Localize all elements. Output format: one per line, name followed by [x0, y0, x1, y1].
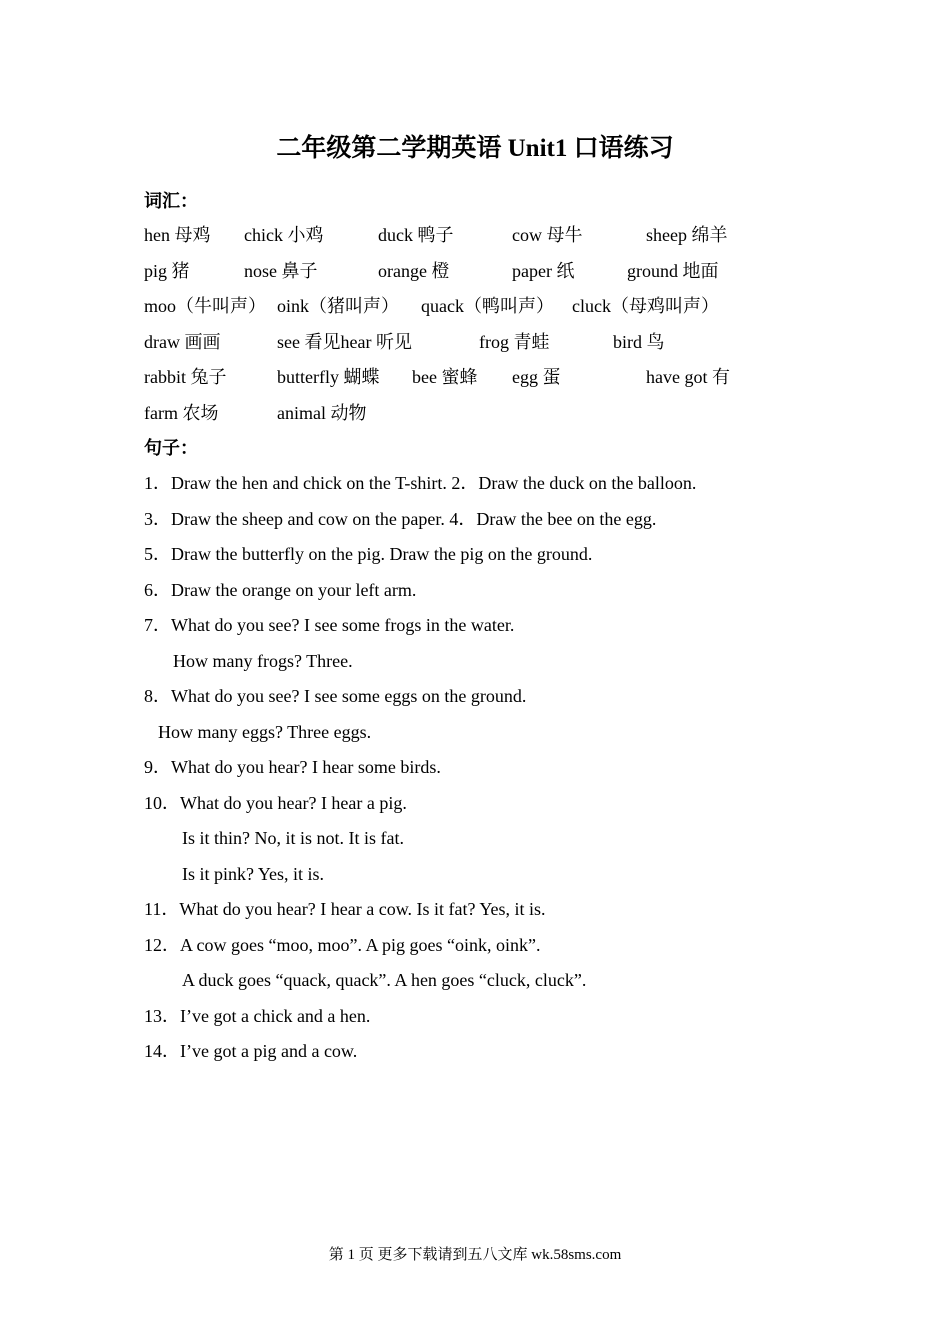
vocab-row-1 — [0, 222, 950, 248]
vocab-item: paper 纸 — [512, 261, 575, 281]
sentence-line: 1．Draw the hen and chick on the T-shirt. 2．Draw the duck on the balloon. — [144, 473, 697, 493]
vocab-item: pig 猪 — [144, 261, 190, 281]
sentence-line: 12．A cow goes “moo, moo”. A pig goes “oink, oink”. — [144, 935, 541, 955]
vocab-row-6 — [0, 400, 950, 426]
vocab-item: ground 地面 — [627, 261, 719, 281]
sentence-line: Is it thin? No, it is not. It is fat. — [182, 828, 404, 848]
sentence-line: 13．I’ve got a chick and a hen. — [144, 1006, 371, 1026]
vocab-item: orange 橙 — [378, 261, 450, 281]
sentence-line: Is it pink? Yes, it is. — [182, 864, 325, 884]
sentence-line: 11．What do you hear? I hear a cow. Is it fat? Yes, it is. — [144, 899, 546, 919]
vocab-item: bird 鸟 — [613, 332, 665, 352]
vocab-item: quack（鸭叫声） — [421, 296, 554, 316]
sentence-line: A duck goes “quack, quack”. A hen goes “cluck, cluck”. — [182, 970, 587, 990]
sentence-line: How many frogs? Three. — [173, 651, 353, 671]
sentence-line: 6．Draw the orange on your left arm. — [144, 580, 417, 600]
vocab-item: cluck（母鸡叫声） — [572, 296, 719, 316]
vocab-item: animal 动物 — [277, 403, 367, 423]
vocab-row-5 — [0, 364, 950, 390]
sentence-line: 5．Draw the butterfly on the pig. Draw the pig on the ground. — [144, 544, 593, 564]
sentence-line: 3．Draw the sheep and cow on the paper. 4．Draw the bee on the egg. — [144, 509, 657, 529]
vocab-item: frog 青蛙 — [479, 332, 550, 352]
sentence-line: 7．What do you see? I see some frogs in the water. — [144, 615, 515, 635]
vocab-item: hen 母鸡 — [144, 225, 211, 245]
vocab-item: draw 画画 — [144, 332, 221, 352]
vocab-item: moo（牛叫声） — [144, 296, 267, 316]
page-title: 二年级第二学期英语 Unit1 口语练习 — [276, 135, 674, 162]
vocab-item: duck 鸭子 — [378, 225, 454, 245]
vocab-row-2 — [0, 258, 950, 284]
sentence-line: 10．What do you hear? I hear a pig. — [144, 793, 407, 813]
sentence-line: 9．What do you hear? I hear some birds. — [144, 757, 441, 777]
vocab-item: have got 有 — [646, 367, 730, 387]
vocab-item: rabbit 兔子 — [144, 367, 227, 387]
vocab-item: chick 小鸡 — [244, 225, 324, 245]
sentences-heading: 句子： — [144, 438, 198, 458]
vocab-item: see 看见hear 听见 — [277, 332, 412, 352]
vocab-item: cow 母牛 — [512, 225, 583, 245]
vocab-row-4 — [0, 329, 950, 355]
vocab-item: bee 蜜蜂 — [412, 367, 478, 387]
vocab-item: sheep 绵羊 — [646, 225, 728, 245]
vocab-row-3 — [0, 293, 950, 319]
sentence-line: 14．I’ve got a pig and a cow. — [144, 1041, 358, 1061]
sentence-line: 8．What do you see? I see some eggs on the ground. — [144, 686, 527, 706]
sentence-line: How many eggs? Three eggs. — [158, 722, 372, 742]
vocab-item: nose 鼻子 — [244, 261, 318, 281]
vocab-item: butterfly 蝴蝶 — [277, 367, 380, 387]
vocab-heading: 词汇： — [144, 191, 198, 211]
page-footer: 第 1 页 更多下载请到五八文库 wk.58sms.com — [328, 1247, 622, 1263]
vocab-item: egg 蛋 — [512, 367, 561, 387]
vocab-item: oink（猪叫声） — [277, 296, 400, 316]
vocab-item: farm 农场 — [144, 403, 219, 423]
